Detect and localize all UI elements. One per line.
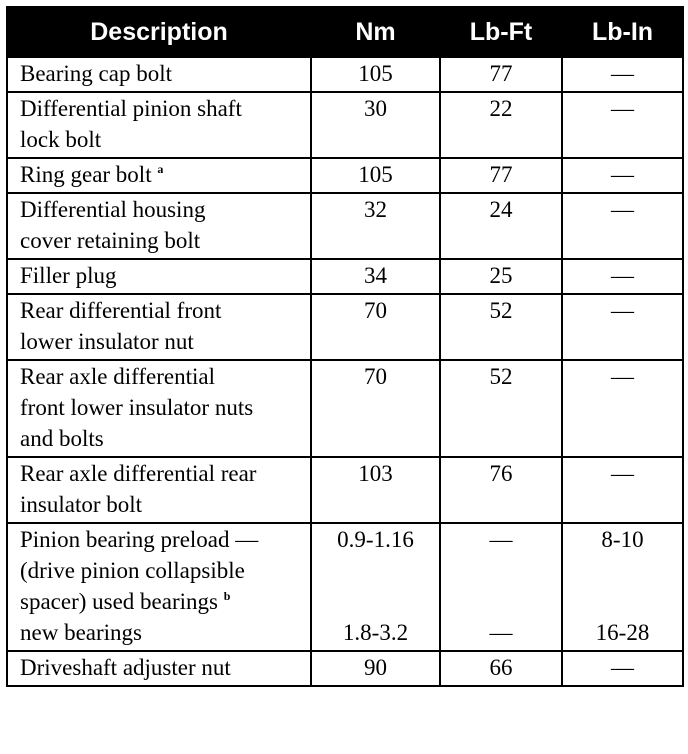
lbft-cell: 22 (440, 92, 562, 158)
lbft-cell: 52 (440, 294, 562, 360)
nm-cell (311, 523, 440, 651)
desc-line: lock bolt (20, 127, 102, 152)
desc-cell (7, 294, 311, 360)
lbin-cell: — (562, 92, 683, 158)
nm-cell: 34 (311, 259, 440, 294)
header-row (7, 7, 683, 57)
lbft-new: — (489, 620, 513, 645)
footnote-marker: b (223, 589, 231, 603)
table-row (7, 158, 683, 193)
lbft-cell: 24 (440, 193, 562, 259)
table-row (7, 651, 683, 686)
desc-cell (7, 523, 311, 651)
desc-line: cover retaining bolt (20, 228, 201, 253)
nm-cell: 90 (311, 651, 440, 686)
desc-cell: Driveshaft adjuster nut (7, 651, 311, 686)
table-row (7, 57, 683, 92)
desc-line: Pinion bearing preload — (20, 527, 259, 552)
desc-line: Rear axle differential (20, 364, 215, 389)
torque-spec-table (6, 6, 684, 687)
lbin-cell: — (562, 57, 683, 92)
desc-subline: new bearings (20, 620, 142, 645)
desc-text: spacer) used bearings (20, 589, 218, 614)
lbin-cell: — (562, 193, 683, 259)
desc-line: Rear axle differential rear (20, 461, 257, 486)
lbft-cell: 66 (440, 651, 562, 686)
lbin-cell: — (562, 457, 683, 523)
lbin-cell: — (562, 259, 683, 294)
header-nm: Nm (311, 7, 440, 57)
table-row (7, 259, 683, 294)
desc-cell: Filler plug (7, 259, 311, 294)
lbft-cell: 77 (440, 158, 562, 193)
table-row (7, 457, 683, 523)
nm-cell: 30 (311, 92, 440, 158)
lbin-cell: — (562, 294, 683, 360)
header-lb-ft: Lb-Ft (440, 7, 562, 57)
desc-cell (7, 92, 311, 158)
table-row (7, 294, 683, 360)
header-description: Description (7, 7, 311, 57)
nm-cell: 103 (311, 457, 440, 523)
desc-line: Differential housing (20, 197, 206, 222)
lbft-cell: 77 (440, 57, 562, 92)
desc-cell: Bearing cap bolt (7, 57, 311, 92)
nm-cell: 32 (311, 193, 440, 259)
desc-cell (7, 360, 311, 457)
desc-text: Ring gear bolt (20, 162, 152, 187)
table-row (7, 523, 683, 651)
nm-cell: 105 (311, 158, 440, 193)
lbin-new: 16-28 (595, 620, 650, 645)
table-row (7, 360, 683, 457)
lbin-cell: — (562, 360, 683, 457)
desc-line-with-note (20, 586, 304, 617)
lbft-cell: 25 (440, 259, 562, 294)
lbin-cell: — (562, 158, 683, 193)
desc-cell (7, 193, 311, 259)
nm-cell: 70 (311, 360, 440, 457)
header-lb-in: Lb-In (562, 7, 683, 57)
desc-cell (7, 457, 311, 523)
desc-cell (7, 158, 311, 193)
nm-cell: 70 (311, 294, 440, 360)
desc-line: (drive pinion collapsible (20, 558, 245, 583)
lbft-used: — (489, 527, 513, 552)
torque-spec-table-container (6, 6, 684, 687)
lbin-cell (562, 523, 683, 651)
desc-line: Differential pinion shaft (20, 96, 242, 121)
desc-line: Rear differential front (20, 298, 222, 323)
table-row (7, 92, 683, 158)
nm-new: 1.8-3.2 (342, 620, 409, 645)
table-row (7, 193, 683, 259)
nm-cell: 105 (311, 57, 440, 92)
footnote-marker: a (157, 162, 164, 176)
lbft-cell: 76 (440, 457, 562, 523)
lbin-used: 8-10 (601, 527, 644, 552)
desc-line: lower insulator nut (20, 329, 194, 354)
desc-line: and bolts (20, 426, 104, 451)
lbin-cell: — (562, 651, 683, 686)
nm-used: 0.9-1.16 (337, 527, 414, 552)
lbft-cell: 52 (440, 360, 562, 457)
lbft-cell (440, 523, 562, 651)
desc-line: insulator bolt (20, 492, 143, 517)
desc-line: front lower insulator nuts (20, 395, 254, 420)
